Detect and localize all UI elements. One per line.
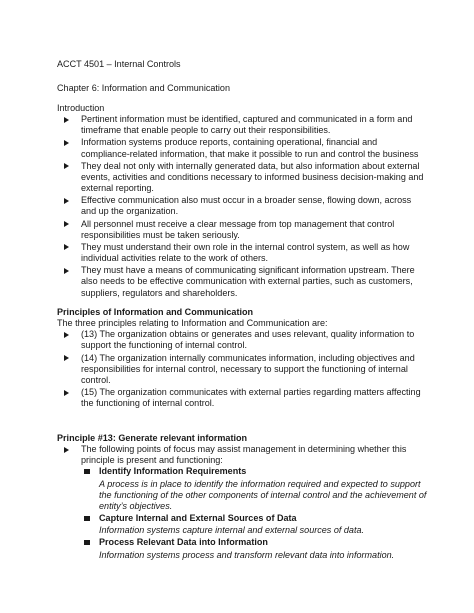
list-item-text: Pertinent information must be identified, captured and communicated in a form and timeframe that enable people to carry out their responsibilities. (81, 114, 413, 136)
focus-point-description: A process is in place to identify the information required and expected to support the functioning of the other components of internal control and the achievement of entity’s objectives. (99, 478, 427, 511)
triangle-bullet-icon (64, 140, 69, 146)
triangle-bullet-icon (64, 332, 69, 338)
list-item (57, 353, 427, 386)
list-item-text: The following points of focus may assist management in determining whether this principle is present and functioning: (81, 444, 407, 466)
focus-point-description: Information systems capture internal and external sources of data. (99, 525, 365, 536)
triangle-bullet-icon (64, 198, 69, 204)
principle-13-heading: Principle #13: Generate relevant information (57, 433, 248, 443)
principle-13-section (57, 433, 427, 562)
list-item (57, 195, 427, 217)
list-item-text: (14) The organization internally communicates information, including objectives and responsibilities for internal control, necessary to support the functioning of internal control. (81, 352, 415, 385)
focus-point-title: Process Relevant Data into Information (99, 537, 268, 548)
list-item-text: They must understand their own role in the internal control system, as well as how individual activities relate to the work of others. (81, 241, 410, 264)
list-item-text: Information systems produce reports, containing operational, financial and compliance-related information, that make it possible to run and control the business (81, 137, 419, 159)
list-item (57, 265, 427, 298)
triangle-bullet-icon (64, 390, 69, 396)
principles-section (57, 307, 427, 410)
triangle-bullet-icon (64, 221, 69, 227)
course-title-text: ACCT 4501 – Internal Controls (57, 59, 181, 69)
list-item (57, 161, 427, 194)
list-item-text: All personnel must receive a clear message from top management that control responsibilities must be taken seriously. (81, 218, 395, 240)
square-bullet-icon (84, 469, 90, 475)
list-item (57, 242, 427, 264)
list-item-text: Effective communication also must occur in a broader sense, flowing down, across and up the organization. (81, 195, 412, 217)
focus-point-item (81, 513, 427, 536)
list-item (57, 114, 427, 136)
principle-13-bullet-list (57, 444, 427, 561)
list-item (57, 137, 427, 159)
principles-intro: The three principles relating to Information and Communication are: (57, 318, 328, 329)
introduction-bullet-list (57, 114, 427, 299)
principles-bullet-list (57, 329, 427, 409)
focus-point-description: Information systems process and transform relevant data into information. (99, 549, 395, 560)
square-bullet-icon (84, 516, 90, 522)
chapter-title-text: Chapter 6: Information and Communication (57, 83, 230, 93)
triangle-bullet-icon (64, 355, 69, 361)
introduction-heading: Introduction (57, 103, 105, 113)
list-item (57, 444, 427, 561)
focus-point-item (81, 537, 427, 560)
focus-point-title: Identify Information Requirements (99, 466, 247, 477)
chapter-title (57, 83, 427, 94)
course-title (57, 59, 427, 70)
triangle-bullet-icon (64, 268, 69, 274)
list-item (57, 219, 427, 241)
triangle-bullet-icon (64, 244, 69, 250)
focus-point-list (81, 466, 427, 560)
list-item-text: (15) The organization communicates with external parties regarding matters affecting the functioning of internal control. (81, 387, 421, 409)
list-item (57, 329, 427, 351)
focus-point-item (81, 466, 427, 512)
focus-point-title: Capture Internal and External Sources of Data (99, 513, 297, 524)
list-item (57, 387, 427, 409)
list-item-text: (13) The organization obtains or generates and uses relevant, quality information to support the functioning of internal control. (81, 329, 415, 351)
list-item-text: They deal not only with internally generated data, but also information about external events, activities and conditions necessary to informed business decision-making and external reporting. (81, 160, 424, 194)
introduction-section (57, 103, 427, 300)
list-item-text: They must have a means of communicating significant information upstream. There also needs to be effective communication with external parties, such as customers, suppliers, regulators and shareholders. (81, 265, 415, 298)
principles-heading: Principles of Information and Communication (57, 307, 254, 317)
triangle-bullet-icon (64, 447, 69, 453)
square-bullet-icon (84, 540, 90, 546)
triangle-bullet-icon (64, 163, 69, 169)
triangle-bullet-icon (64, 117, 69, 123)
